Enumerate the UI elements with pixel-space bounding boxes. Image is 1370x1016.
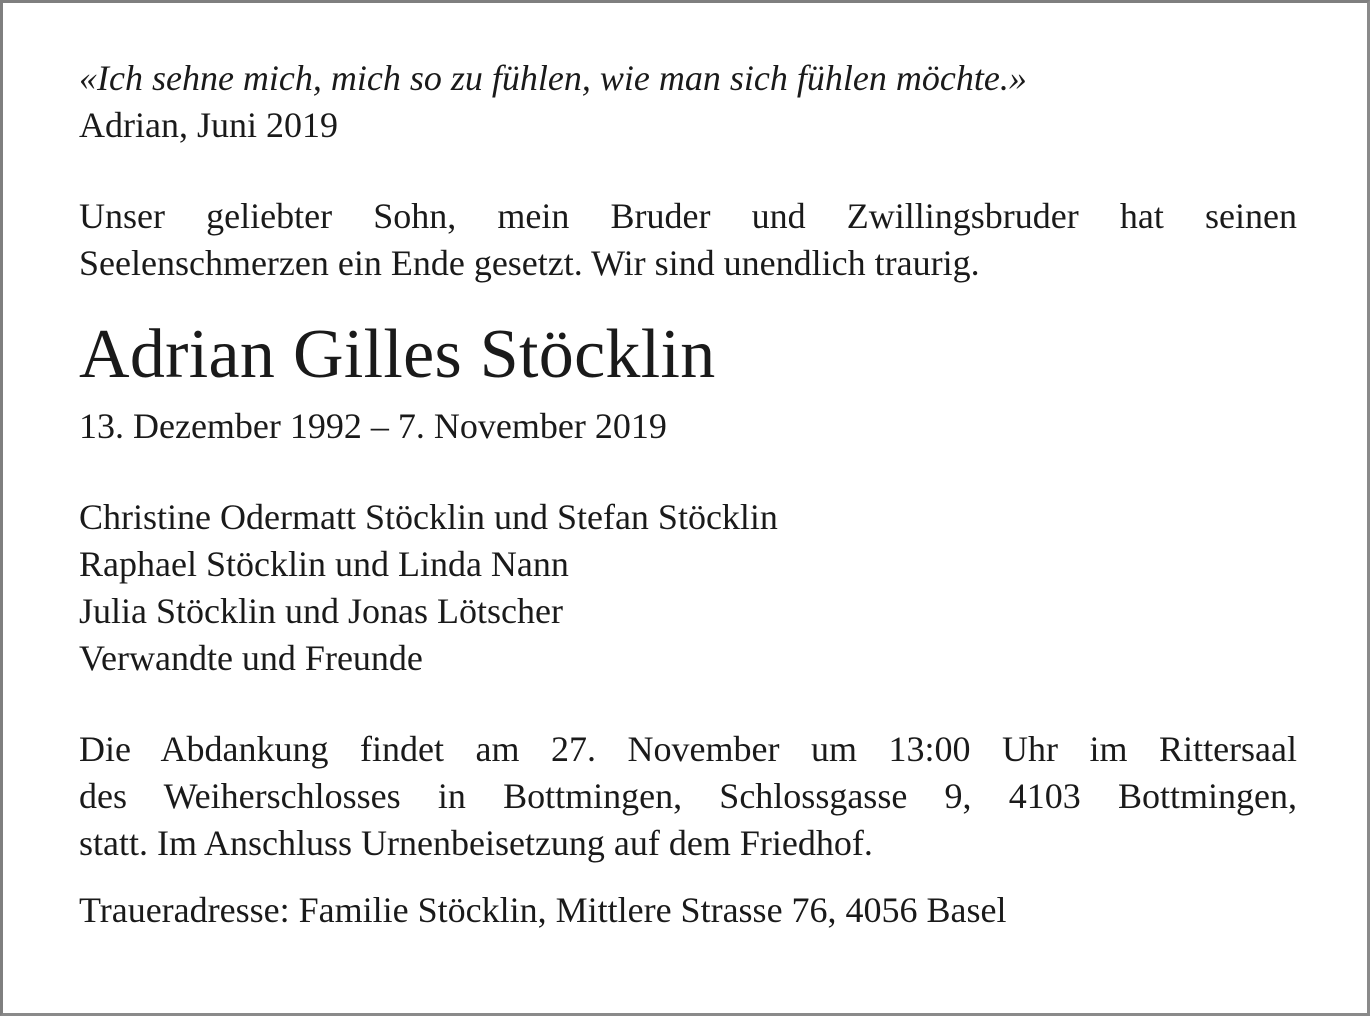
mourner-line: Christine Odermatt Stöcklin und Stefan Stöcklin <box>79 497 778 537</box>
intro-line: Seelenschmerzen ein Ende gesetzt. Wir sind unendlich traurig. <box>79 243 980 283</box>
ceremony-line: statt. Im Anschluss Urnenbeisetzung auf dem Friedhof. <box>79 823 873 863</box>
mourner-line: Raphael Stöcklin und Linda Nann <box>79 544 569 584</box>
notice-content <box>79 55 1297 934</box>
ceremony-line: Die Abdankung findet am 27. November um 13:00 Uhr im Rittersaal <box>79 729 1297 769</box>
mourner-line: Verwandte und Freunde <box>79 638 423 678</box>
mourners-list <box>79 494 1297 682</box>
intro-line: Unser geliebter Sohn, mein Bruder und Zwillingsbruder hat seinen <box>79 196 1297 236</box>
life-dates: 13. Dezember 1992 – 7. November 2019 <box>79 406 667 446</box>
quote: «Ich sehne mich, mich so zu fühlen, wie man sich fühlen möchte.» <box>79 58 1027 98</box>
deceased-name: Adrian Gilles Stöcklin <box>79 316 716 393</box>
mourning-address: Traueradresse: Familie Stöcklin, Mittlere Strasse 76, 4056 Basel <box>79 890 1007 930</box>
ceremony-paragraph <box>79 726 1297 867</box>
ceremony-line: des Weiherschlosses in Bottmingen, Schlossgasse 9, 4103 Bottmingen, <box>79 776 1297 816</box>
intro-paragraph <box>79 193 1297 287</box>
mourner-line: Julia Stöcklin und Jonas Lötscher <box>79 591 563 631</box>
quote-attribution: Adrian, Juni 2019 <box>79 105 338 145</box>
